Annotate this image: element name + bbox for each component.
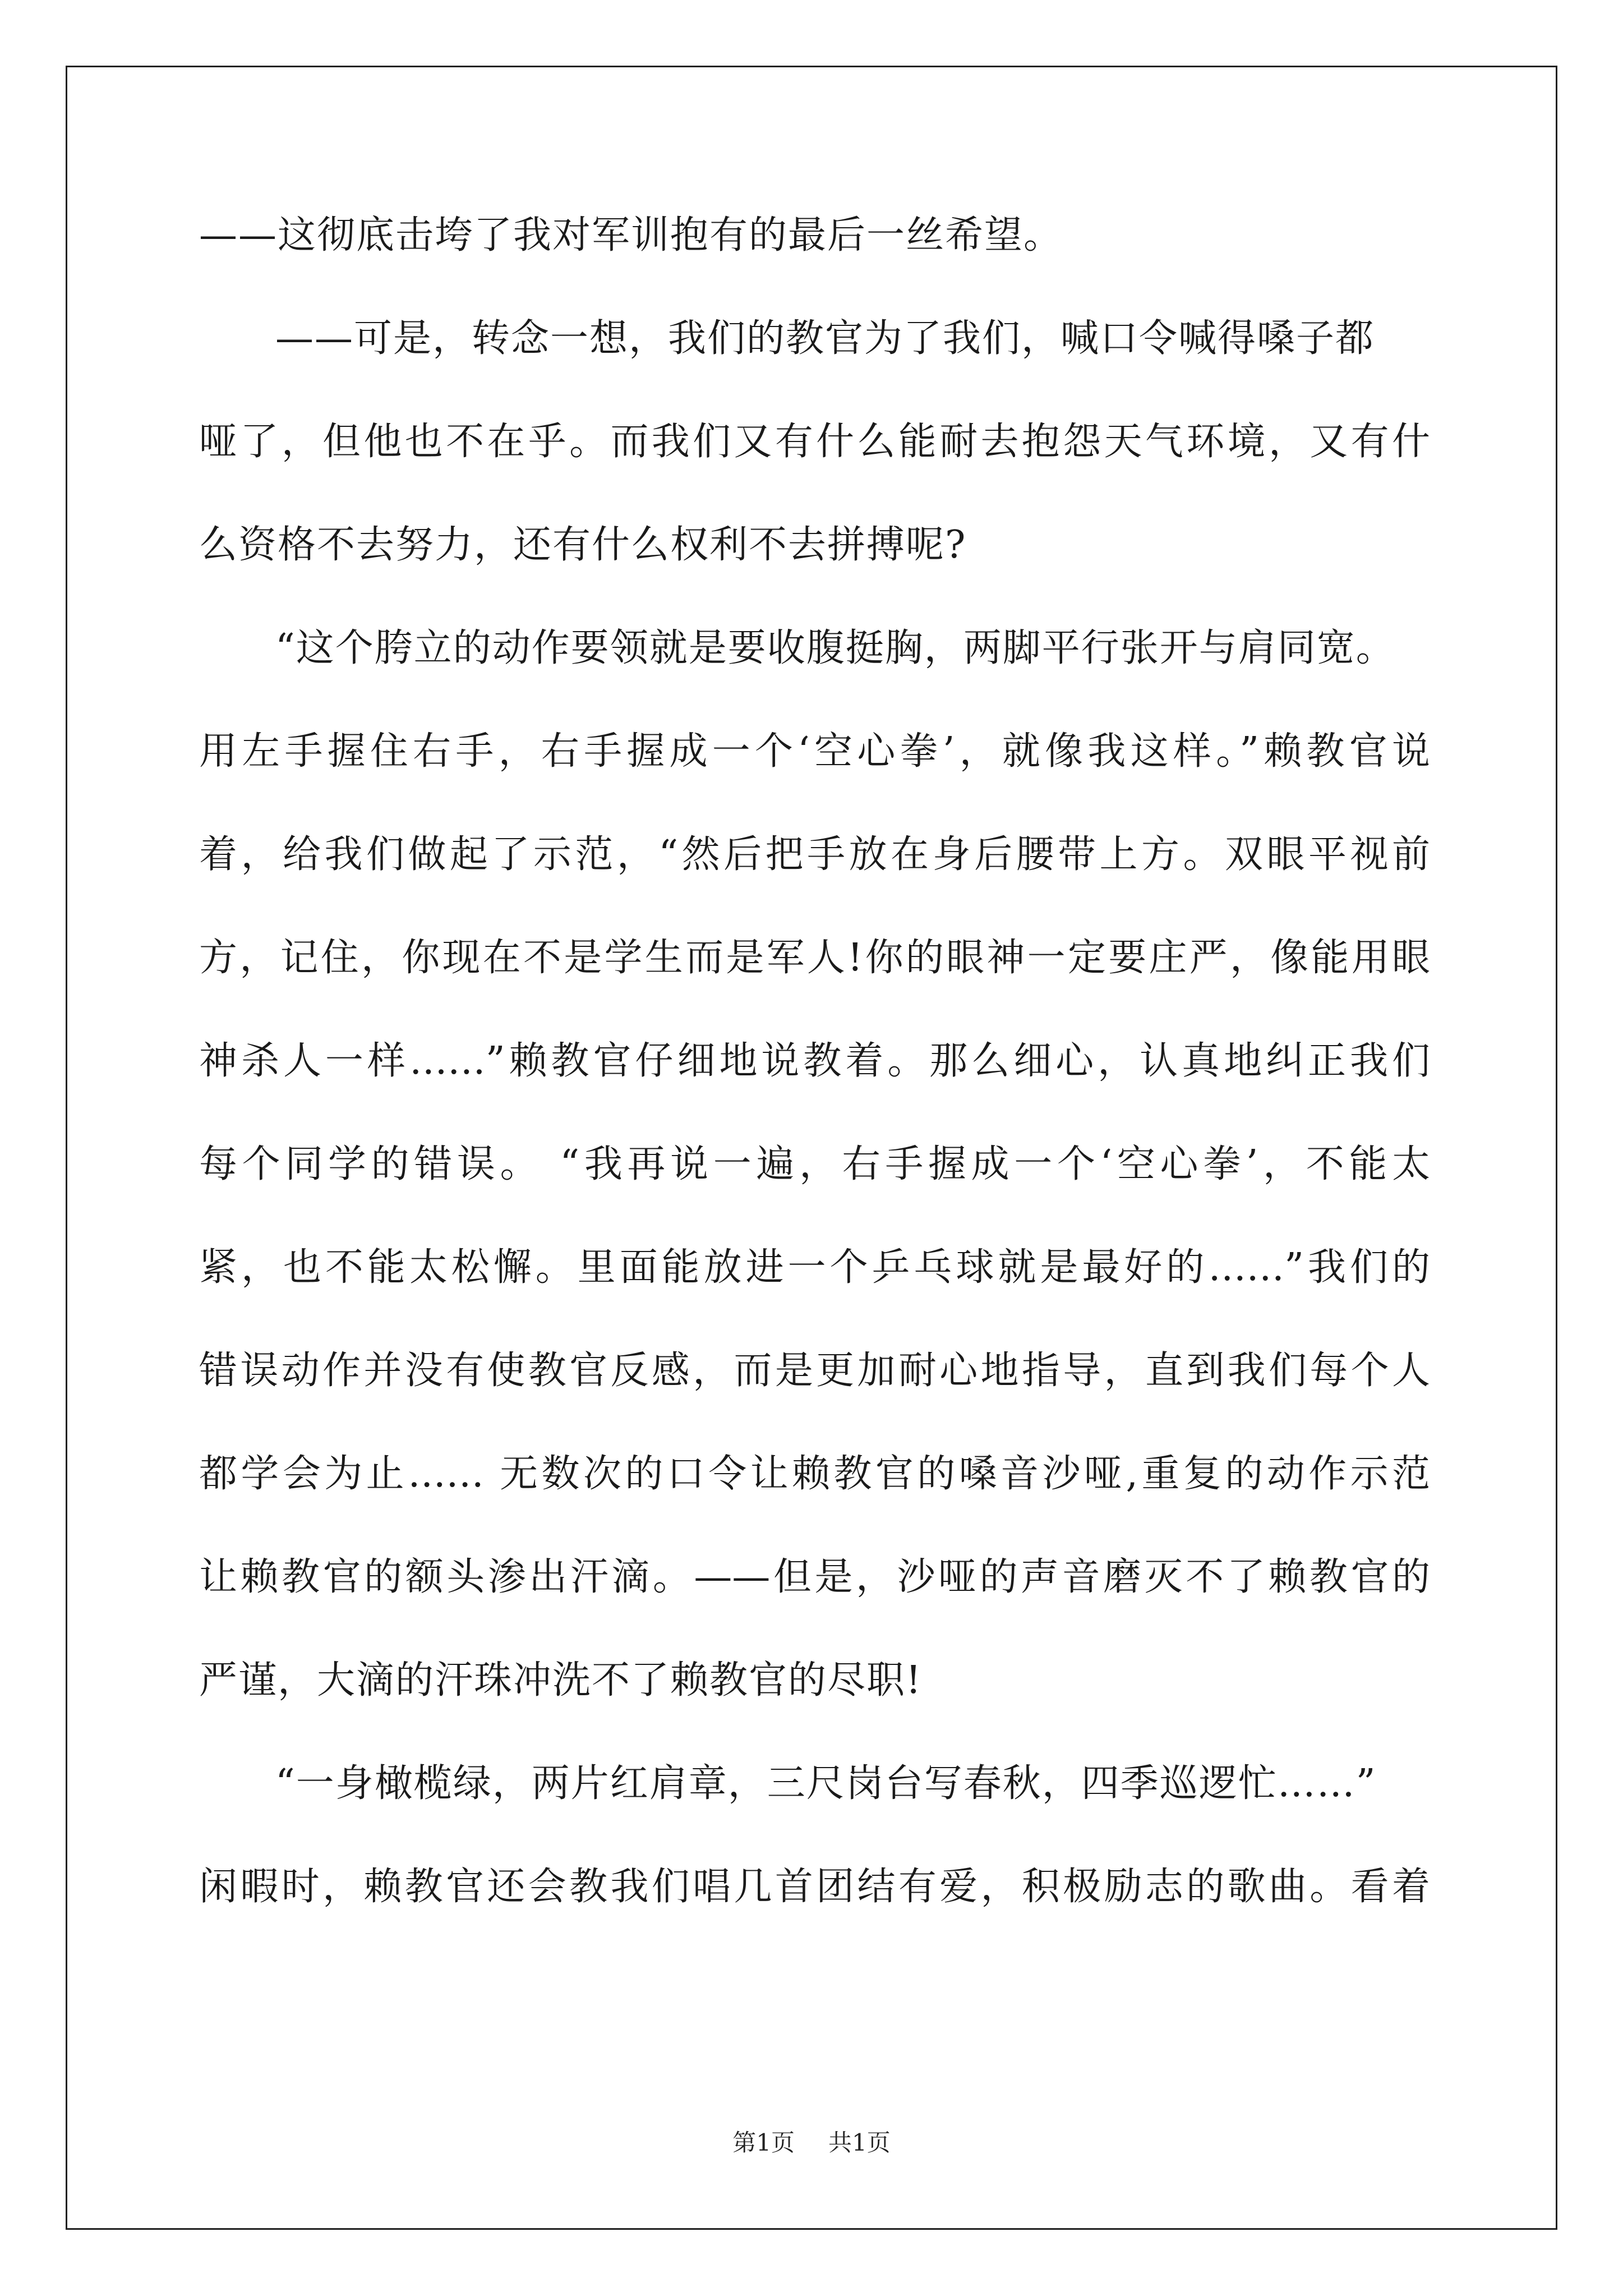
- text-line: 让赖教官的额头渗出汗滴。——但是，沙哑的声音磨灭不了赖教官的: [199, 1555, 1430, 1599]
- text-line: 错误动作并没有使教官反感，而是更加耐心地指导，直到我们每个人: [199, 1349, 1430, 1393]
- page-footer: [0, 2129, 1623, 2157]
- text-line: 紧，也不能太松懈。里面能放进一个乒乓球就是最好的……”我们的: [199, 1245, 1430, 1290]
- text-line: 每个同学的错误。 “我再说一遍，右手握成一个‘空心拳’，不能太: [199, 1142, 1430, 1186]
- text-line: 用左手握住右手，右手握成一个‘空心拳’，就像我这样。”赖教官说: [199, 729, 1430, 774]
- text-line: 神杀人一样……”赖教官仔细地说教着。那么细心，认真地纠正我们: [199, 1039, 1430, 1083]
- page-number: 第1页: [732, 2129, 795, 2156]
- text-line: “这个胯立的动作要领就是要收腹挺胸，两脚平行张开与肩同宽。: [275, 626, 1395, 670]
- text-line: 都学会为止…… 无数次的口令让赖教官的嗓音沙哑,重复的动作示范: [199, 1452, 1430, 1496]
- text-line: 哑了，但他也不在乎。而我们又有什么能耐去抱怨天气环境，又有什: [199, 420, 1430, 464]
- page-total: 共1页: [828, 2129, 891, 2156]
- text-line: “一身橄榄绿，两片红肩章，三尺岗台写春秋，四季巡逻忙……”: [275, 1761, 1377, 1806]
- text-line: ——可是，转念一想，我们的教官为了我们，喊口令喊得嗓子都: [275, 316, 1375, 361]
- text-line: 着，给我们做起了示范，“然后把手放在身后腰带上方。双眼平视前: [199, 832, 1430, 877]
- document-body: [199, 210, 1430, 1965]
- text-line: 么资格不去努力，还有什么权利不去拼搏呢?: [199, 523, 967, 567]
- text-line: 闲暇时，赖教官还会教我们唱几首团结有爱，积极励志的歌曲。看着: [199, 1865, 1430, 1909]
- text-line: 方，记住，你现在不是学生而是军人!你的眼神一定要庄严，像能用眼: [199, 936, 1430, 980]
- text-line: ——这彻底击垮了我对军训抱有的最后一丝希望。: [199, 213, 1063, 257]
- text-line: 严谨，大滴的汗珠冲洗不了赖教官的尽职!: [199, 1658, 923, 1703]
